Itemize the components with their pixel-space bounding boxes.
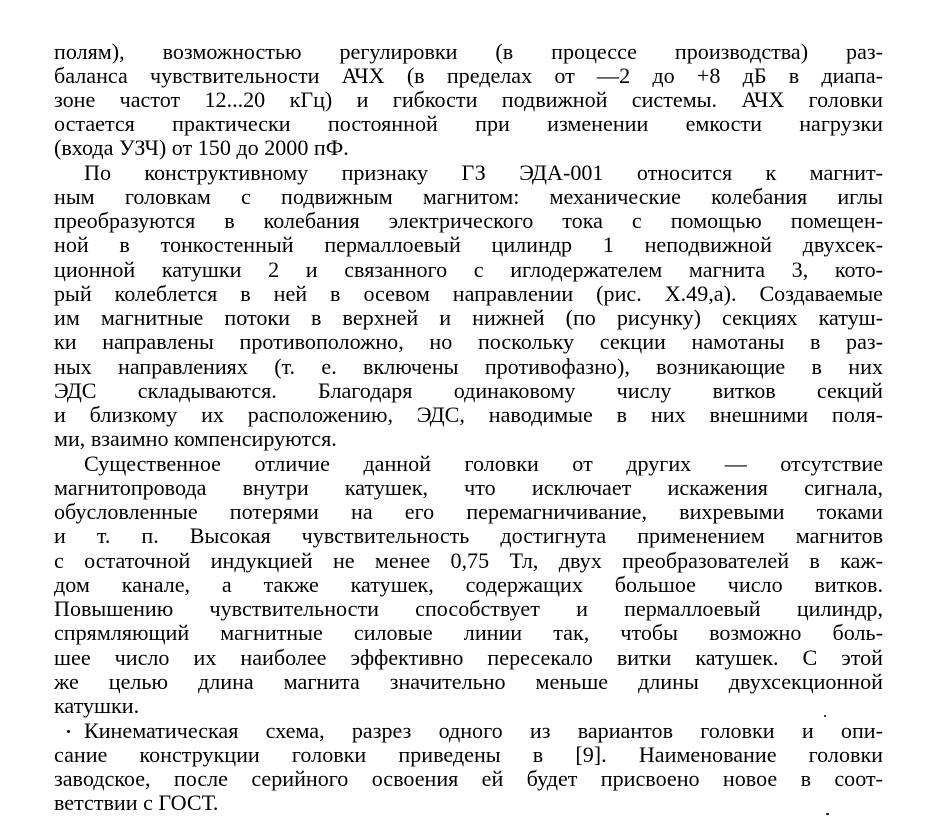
text-line: зоне частот 12...20 кГц) и гибкости подвижной системы. АЧХ головки [54,88,883,112]
text-line: (входа УЗЧ) от 150 до 2000 пФ. [54,136,349,160]
text-line: же целью длина магнита значительно меньше длины двухсекционной [54,670,883,694]
text-line: спрямляющий магнитные силовые линии так, чтобы возможно боль- [54,621,883,645]
text-line: ных направлениях (т. е. включены противофазно), возникающие в них [54,355,883,379]
text-line: шее число их наиболее эффективно пересекало витки катушек. С этой [54,646,883,670]
scan-speck [826,813,829,815]
text-line: сание конструкции головки приведены в [9]. Наименование головки [54,743,883,767]
text-line: им магнитные потоки в верхней и нижней (по рисунку) секциях катуш- [54,306,883,330]
text-line: ми, взаимно компенсируются. [54,427,337,451]
text-line: ветствии с ГОСТ. [54,791,219,815]
scan-speck [824,715,826,717]
text-line: Повышению чувствительности способствует и пермаллоевый цилиндр, [54,597,883,621]
text-line: заводское, после серийного освоения ей будет присвоено новое в соот- [54,767,883,791]
text-line: и т. п. Высокая чувствительность достигнута применением магнитов [54,524,883,548]
text-line: и близкому их расположению, ЭДС, наводимые в них внешними поля- [54,403,883,427]
text-line: обусловленные потерями на его перемагничивание, вихревыми токами [54,500,883,524]
text-line: рый колеблется в ней в осевом направлении (рис. X.49,а). Создаваемые [54,282,883,306]
text-line: Существенное отличие данной головки от других — отсутствие [84,452,883,476]
text-line: полям), возможностью регулировки (в процессе производства) раз- [54,40,883,64]
text-line: катушки. [54,694,140,718]
text-line: дом канале, а также катушек, содержащих большое число витков. [54,573,883,597]
text-line: преобразуются в колебания электрического тока с помощью помещен- [54,209,883,233]
text-line: ки направлены противоположно, но поскольку секции намотаны в раз- [54,330,883,354]
text-line: с остаточной индукцией не менее 0,75 Тл, двух преобразователей в каж- [54,549,883,573]
text-line: баланса чувствительности АЧХ (в пределах от —2 до +8 дБ в диапа- [54,64,883,88]
scan-speck [67,730,70,733]
text-line: остается практически постоянной при изменении емкости нагрузки [54,112,883,136]
text-line: По конструктивному признаку ГЗ ЭДА-001 относится к магнит- [84,161,883,185]
text-line: ной в тонкостенный пермаллоевый цилиндр 1 неподвижной двухсек- [54,233,883,257]
text-line: ным головкам с подвижным магнитом: механические колебания иглы [54,185,883,209]
text-line: магнитопровода внутри катушек, что исключает искажения сигнала, [54,476,883,500]
text-line: ЭДС складываются. Благодаря одинаковому числу витков секций [54,379,883,403]
text-line: ционной катушки 2 и связанного с иглодержателем магнита 3, кото- [54,258,883,282]
text-line: Кинематическая схема, разрез одного из вариантов головки и опи- [84,719,883,743]
